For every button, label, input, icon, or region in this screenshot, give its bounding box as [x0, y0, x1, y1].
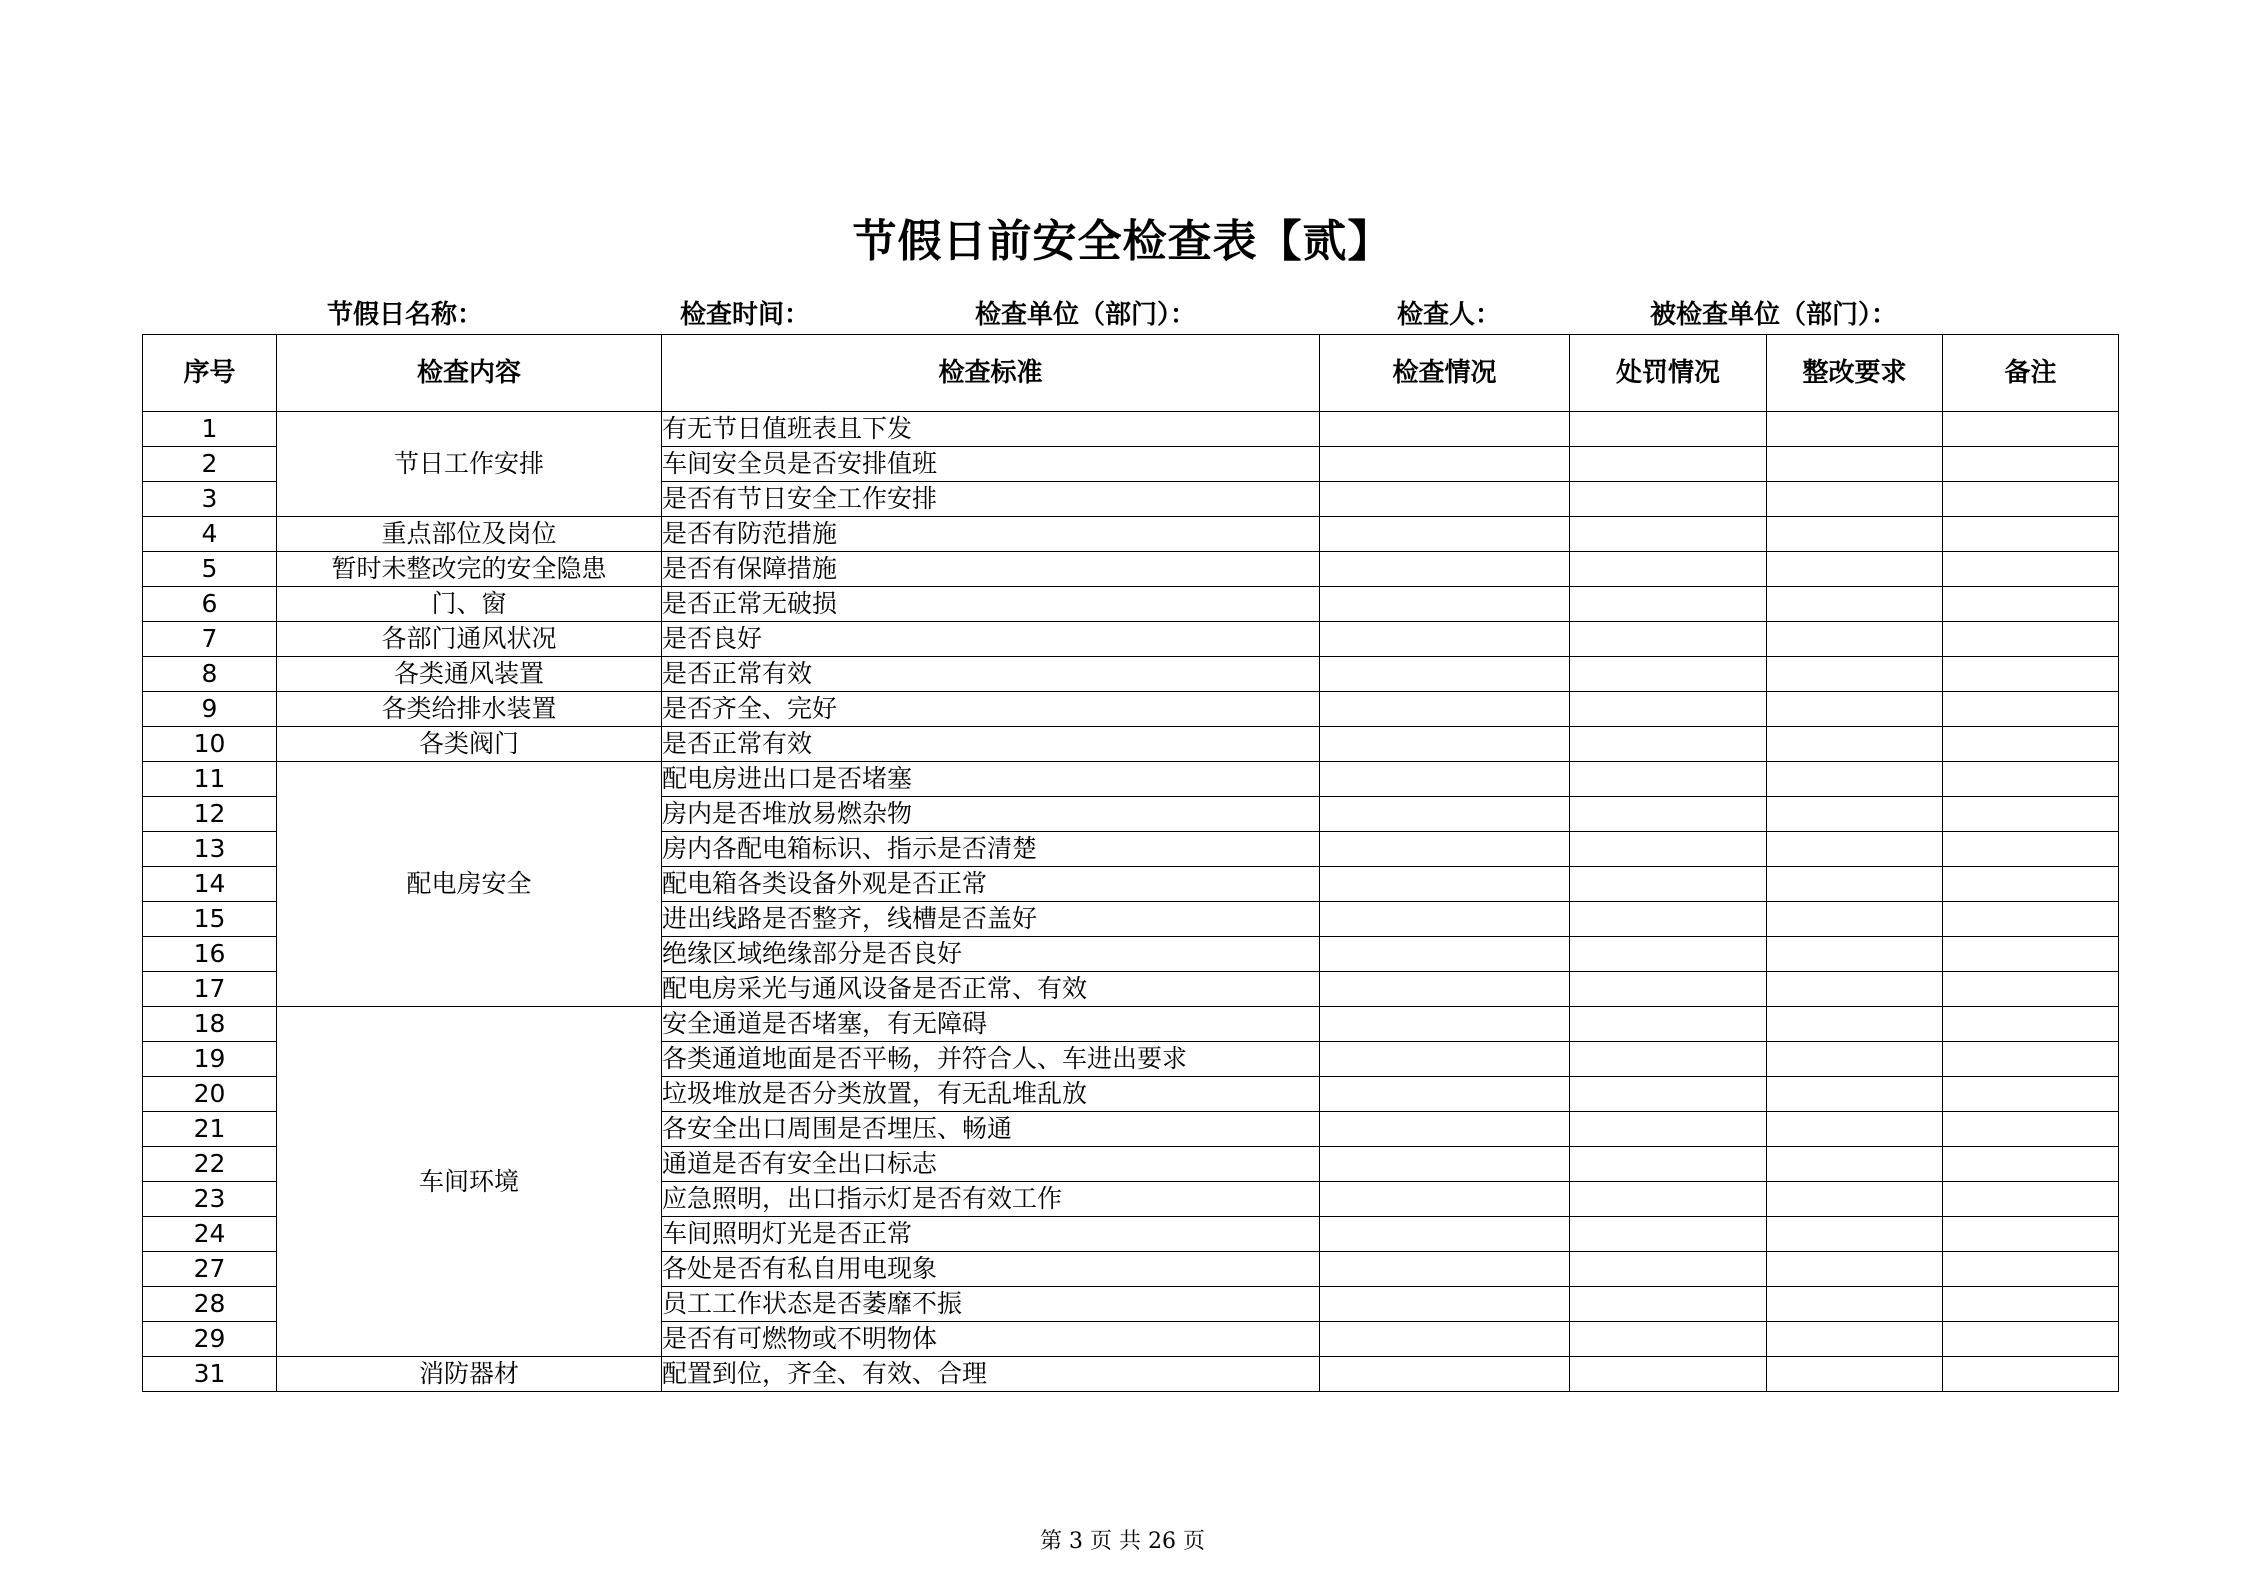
rectification-cell: [1767, 482, 1943, 517]
check-standard: 是否正常有效: [662, 657, 1320, 692]
check-status-cell: [1320, 832, 1570, 867]
penalty-cell: [1570, 692, 1767, 727]
check-standard: 是否有可燃物或不明物体: [662, 1322, 1320, 1357]
check-item: 暂时未整改完的安全隐患: [277, 552, 662, 587]
rectification-cell: [1767, 937, 1943, 972]
check-item: 各类通风装置: [277, 657, 662, 692]
rectification-cell: [1767, 1077, 1943, 1112]
check-status-cell: [1320, 972, 1570, 1007]
check-status-cell: [1320, 587, 1570, 622]
table-row: [143, 727, 2119, 762]
remarks-cell: [1943, 1077, 2119, 1112]
row-number: 18: [143, 1007, 277, 1042]
remarks-cell: [1943, 797, 2119, 832]
penalty-cell: [1570, 1112, 1767, 1147]
row-number: 19: [143, 1042, 277, 1077]
row-number: 17: [143, 972, 277, 1007]
check-standard: 进出线路是否整齐，线槽是否盖好: [662, 902, 1320, 937]
penalty-cell: [1570, 1007, 1767, 1042]
penalty-cell: [1570, 1077, 1767, 1112]
check-status-cell: [1320, 1217, 1570, 1252]
check-item: 各类给排水装置: [277, 692, 662, 727]
check-item: 各类阀门: [277, 727, 662, 762]
check-standard: 员工工作状态是否萎靡不振: [662, 1287, 1320, 1322]
table-row: [143, 517, 2119, 552]
check-standard: 各处是否有私自用电现象: [662, 1252, 1320, 1287]
penalty-cell: [1570, 1217, 1767, 1252]
penalty-cell: [1570, 552, 1767, 587]
check-status-cell: [1320, 762, 1570, 797]
row-number: 14: [143, 867, 277, 902]
check-standard: 安全通道是否堵塞，有无障碍: [662, 1007, 1320, 1042]
rectification-cell: [1767, 587, 1943, 622]
row-number: 24: [143, 1217, 277, 1252]
check-standard: 通道是否有安全出口标志: [662, 1147, 1320, 1182]
check-status-cell: [1320, 867, 1570, 902]
penalty-cell: [1570, 867, 1767, 902]
remarks-cell: [1943, 727, 2119, 762]
remarks-cell: [1943, 902, 2119, 937]
check-status-cell: [1320, 1007, 1570, 1042]
inspector-label: 检查人：: [1397, 300, 1502, 330]
check-standard: 是否齐全、完好: [662, 692, 1320, 727]
check-status-cell: [1320, 1182, 1570, 1217]
penalty-cell: [1570, 902, 1767, 937]
row-number: 31: [143, 1357, 277, 1392]
row-number: 22: [143, 1147, 277, 1182]
row-number: 23: [143, 1182, 277, 1217]
rectification-cell: [1767, 902, 1943, 937]
page-title: 节假日前安全检查表【贰】: [852, 216, 1393, 267]
check-status-cell: [1320, 1042, 1570, 1077]
row-number: 13: [143, 832, 277, 867]
header-cell: 检查情况: [1320, 335, 1570, 412]
rectification-cell: [1767, 1112, 1943, 1147]
rectification-cell: [1767, 657, 1943, 692]
remarks-cell: [1943, 1147, 2119, 1182]
penalty-cell: [1570, 1322, 1767, 1357]
check-standard: 配电房采光与通风设备是否正常、有效: [662, 972, 1320, 1007]
check-standard: 房内是否堆放易燃杂物: [662, 797, 1320, 832]
row-number: 15: [143, 902, 277, 937]
check-item: 节日工作安排: [277, 412, 662, 517]
rectification-cell: [1767, 1287, 1943, 1322]
rectification-cell: [1767, 867, 1943, 902]
check-status-cell: [1320, 1252, 1570, 1287]
remarks-cell: [1943, 972, 2119, 1007]
penalty-cell: [1570, 482, 1767, 517]
penalty-cell: [1570, 1287, 1767, 1322]
check-status-cell: [1320, 937, 1570, 972]
row-number: 4: [143, 517, 277, 552]
check-time-label: 检查时间：: [680, 300, 811, 330]
holiday-name-label: 节假日名称：: [327, 300, 484, 330]
row-number: 5: [143, 552, 277, 587]
row-number: 3: [143, 482, 277, 517]
check-item: 消防器材: [277, 1357, 662, 1392]
rectification-cell: [1767, 972, 1943, 1007]
check-standard: 是否正常有效: [662, 727, 1320, 762]
rectification-cell: [1767, 1357, 1943, 1392]
penalty-cell: [1570, 1252, 1767, 1287]
header-cell: 整改要求: [1767, 335, 1943, 412]
header-cell: 序号: [143, 335, 277, 412]
penalty-cell: [1570, 657, 1767, 692]
rectification-cell: [1767, 412, 1943, 447]
rectification-cell: [1767, 1322, 1943, 1357]
check-item: 重点部位及岗位: [277, 517, 662, 552]
header-row: [143, 335, 2119, 412]
row-number: 11: [143, 762, 277, 797]
row-number: 7: [143, 622, 277, 657]
penalty-cell: [1570, 412, 1767, 447]
penalty-cell: [1570, 517, 1767, 552]
check-standard: 车间安全员是否安排值班: [662, 447, 1320, 482]
header-cell: 备注: [1943, 335, 2119, 412]
check-standard: 车间照明灯光是否正常: [662, 1217, 1320, 1252]
rectification-cell: [1767, 1252, 1943, 1287]
inspected-unit-label: 被检查单位（部门）：: [1650, 300, 1898, 330]
rectification-cell: [1767, 1147, 1943, 1182]
check-standard: 是否有保障措施: [662, 552, 1320, 587]
check-standard: 配电房进出口是否堵塞: [662, 762, 1320, 797]
penalty-cell: [1570, 587, 1767, 622]
check-status-cell: [1320, 1077, 1570, 1112]
remarks-cell: [1943, 622, 2119, 657]
penalty-cell: [1570, 1147, 1767, 1182]
table-row: [143, 1007, 2119, 1042]
penalty-cell: [1570, 1042, 1767, 1077]
check-status-cell: [1320, 1147, 1570, 1182]
remarks-cell: [1943, 1287, 2119, 1322]
page-footer: 第 3 页 共 26 页: [1040, 1529, 1205, 1554]
check-status-cell: [1320, 412, 1570, 447]
check-status-cell: [1320, 692, 1570, 727]
check-status-cell: [1320, 1287, 1570, 1322]
check-standard: 有无节日值班表且下发: [662, 412, 1320, 447]
row-number: 6: [143, 587, 277, 622]
remarks-cell: [1943, 692, 2119, 727]
remarks-cell: [1943, 937, 2119, 972]
row-number: 29: [143, 1322, 277, 1357]
row-number: 9: [143, 692, 277, 727]
check-standard: 各安全出口周围是否埋压、畅通: [662, 1112, 1320, 1147]
table-row: [143, 587, 2119, 622]
check-status-cell: [1320, 622, 1570, 657]
header-cell: 检查内容: [277, 335, 662, 412]
table-row: [143, 622, 2119, 657]
check-standard: 是否良好: [662, 622, 1320, 657]
check-status-cell: [1320, 1357, 1570, 1392]
table-body: [143, 412, 2119, 1392]
remarks-cell: [1943, 1357, 2119, 1392]
check-standard: 各类通道地面是否平畅，并符合人、车进出要求: [662, 1042, 1320, 1077]
check-status-cell: [1320, 797, 1570, 832]
check-item: 车间环境: [277, 1007, 662, 1357]
check-unit-label: 检查单位（部门）：: [975, 300, 1197, 330]
check-status-cell: [1320, 447, 1570, 482]
rectification-cell: [1767, 1007, 1943, 1042]
check-standard: 配置到位，齐全、有效、合理: [662, 1357, 1320, 1392]
penalty-cell: [1570, 727, 1767, 762]
table-row: [143, 1357, 2119, 1392]
check-status-cell: [1320, 1322, 1570, 1357]
row-number: 8: [143, 657, 277, 692]
check-standard: 绝缘区域绝缘部分是否良好: [662, 937, 1320, 972]
rectification-cell: [1767, 1042, 1943, 1077]
rectification-cell: [1767, 692, 1943, 727]
check-item: 配电房安全: [277, 762, 662, 1007]
inspection-table: [142, 334, 2119, 1392]
check-status-cell: [1320, 552, 1570, 587]
penalty-cell: [1570, 622, 1767, 657]
row-number: 16: [143, 937, 277, 972]
remarks-cell: [1943, 1042, 2119, 1077]
rectification-cell: [1767, 517, 1943, 552]
penalty-cell: [1570, 797, 1767, 832]
rectification-cell: [1767, 1182, 1943, 1217]
table-row: [143, 412, 2119, 447]
remarks-cell: [1943, 447, 2119, 482]
check-standard: 应急照明，出口指示灯是否有效工作: [662, 1182, 1320, 1217]
row-number: 1: [143, 412, 277, 447]
table-row: [143, 657, 2119, 692]
check-status-cell: [1320, 657, 1570, 692]
check-item: 各部门通风状况: [277, 622, 662, 657]
check-standard: 配电箱各类设备外观是否正常: [662, 867, 1320, 902]
row-number: 2: [143, 447, 277, 482]
check-status-cell: [1320, 902, 1570, 937]
remarks-cell: [1943, 657, 2119, 692]
check-standard: 房内各配电箱标识、指示是否清楚: [662, 832, 1320, 867]
penalty-cell: [1570, 972, 1767, 1007]
remarks-cell: [1943, 1007, 2119, 1042]
table-row: [143, 762, 2119, 797]
table-row: [143, 692, 2119, 727]
check-status-cell: [1320, 482, 1570, 517]
remarks-cell: [1943, 482, 2119, 517]
penalty-cell: [1570, 447, 1767, 482]
check-status-cell: [1320, 727, 1570, 762]
remarks-cell: [1943, 1112, 2119, 1147]
check-standard: 是否正常无破损: [662, 587, 1320, 622]
rectification-cell: [1767, 832, 1943, 867]
penalty-cell: [1570, 1182, 1767, 1217]
header-cell: 检查标准: [662, 335, 1320, 412]
table-row: [143, 552, 2119, 587]
row-number: 20: [143, 1077, 277, 1112]
rectification-cell: [1767, 727, 1943, 762]
rectification-cell: [1767, 552, 1943, 587]
rectification-cell: [1767, 762, 1943, 797]
row-number: 27: [143, 1252, 277, 1287]
rectification-cell: [1767, 1217, 1943, 1252]
remarks-cell: [1943, 552, 2119, 587]
remarks-cell: [1943, 832, 2119, 867]
rectification-cell: [1767, 622, 1943, 657]
remarks-cell: [1943, 412, 2119, 447]
row-number: 12: [143, 797, 277, 832]
penalty-cell: [1570, 832, 1767, 867]
check-standard: 是否有防范措施: [662, 517, 1320, 552]
remarks-cell: [1943, 1322, 2119, 1357]
rectification-cell: [1767, 797, 1943, 832]
penalty-cell: [1570, 937, 1767, 972]
check-standard: 是否有节日安全工作安排: [662, 482, 1320, 517]
remarks-cell: [1943, 517, 2119, 552]
remarks-cell: [1943, 1182, 2119, 1217]
header-cell: 处罚情况: [1570, 335, 1767, 412]
row-number: 10: [143, 727, 277, 762]
remarks-cell: [1943, 867, 2119, 902]
row-number: 21: [143, 1112, 277, 1147]
remarks-cell: [1943, 587, 2119, 622]
check-status-cell: [1320, 1112, 1570, 1147]
penalty-cell: [1570, 762, 1767, 797]
row-number: 28: [143, 1287, 277, 1322]
check-item: 门、窗: [277, 587, 662, 622]
check-standard: 垃圾堆放是否分类放置，有无乱堆乱放: [662, 1077, 1320, 1112]
remarks-cell: [1943, 1252, 2119, 1287]
check-status-cell: [1320, 517, 1570, 552]
remarks-cell: [1943, 1217, 2119, 1252]
rectification-cell: [1767, 447, 1943, 482]
remarks-cell: [1943, 762, 2119, 797]
penalty-cell: [1570, 1357, 1767, 1392]
